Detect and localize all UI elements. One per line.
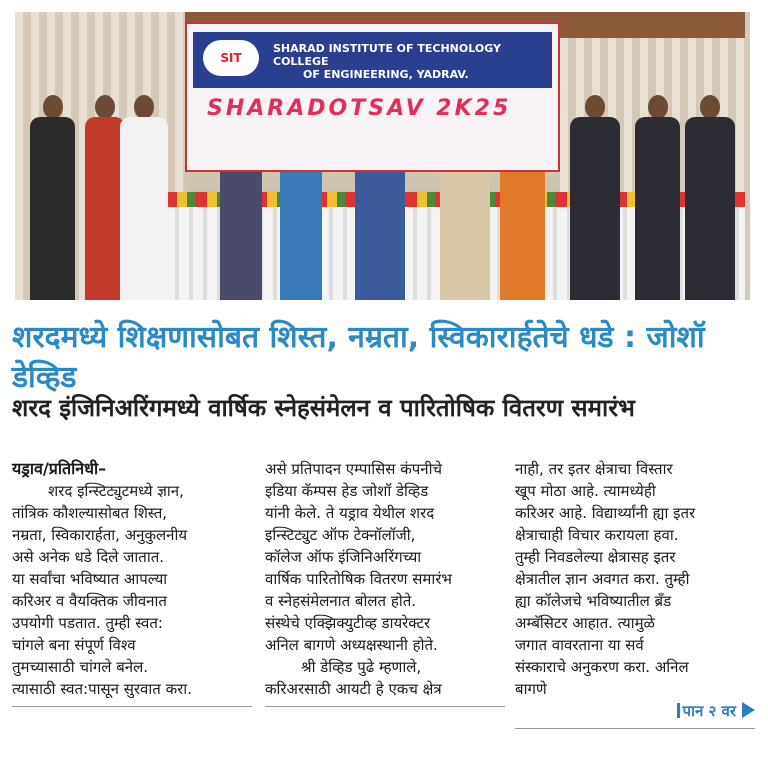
person: [570, 95, 620, 300]
article-line: असे प्रतिपादन एम्पासिस कंपनीचे: [265, 460, 442, 478]
banner-line: SHARAD INSTITUTE OF TECHNOLOGY COLLEGE: [273, 42, 501, 68]
banner-line: OF ENGINEERING, YADRAV.: [303, 68, 469, 81]
article-line: अम्बॅसिटर आहात. त्यामुळे: [515, 614, 655, 632]
article-line: तुमच्यासाठी चांगले बनेल.: [12, 658, 149, 676]
person: [635, 95, 680, 300]
person: [120, 95, 168, 300]
person-body: [120, 117, 168, 300]
person-body: [635, 117, 680, 300]
person: [30, 95, 75, 300]
article-line: श्री डेव्हिड पुढे म्हणाले,: [301, 658, 422, 676]
article-line: यांनी केले. ते यड्राव येथील शरद: [265, 504, 435, 522]
article-line: क्षेत्राचाही विचार करायला हवा.: [515, 526, 679, 544]
person-head: [585, 95, 605, 119]
arrow-right-icon: [742, 702, 755, 718]
subheadline: शरद इंजिनिअरिंगमध्ये वार्षिक स्नेहसंमेलन व पारितोषिक वितरण समारंभ: [12, 394, 635, 422]
article-line: नाही, तर इतर क्षेत्राचा विस्तार: [515, 460, 673, 478]
continued-line: [515, 700, 755, 722]
article-line: चांगले बना संपूर्ण विश्व: [12, 636, 136, 654]
person-body: [685, 117, 735, 300]
article-line: बागणे: [515, 680, 547, 698]
article-line: जगात वावरताना या सर्व: [515, 636, 644, 654]
continued-on-page-link[interactable]: [677, 702, 755, 720]
person-body: [85, 117, 125, 300]
person-head: [43, 95, 63, 119]
article-line: करिअर आहे. विद्यार्थ्यांनी ह्या इतर: [515, 504, 696, 522]
article-line: करिअर व वैयक्तिक जीवनात: [12, 592, 167, 610]
college-logo: SIT: [203, 40, 259, 76]
bar-marker: [677, 703, 680, 718]
article-line: व स्नेहसंमेलनात बोलत होते.: [265, 592, 417, 610]
person-body: [570, 117, 620, 300]
article-line: उपयोगी पडतात. तुम्ही स्वत:: [12, 614, 163, 632]
article-line: संस्थेचे एक्झिक्युटीव्ह डायरेक्टर: [265, 614, 431, 632]
person: [85, 95, 125, 300]
article-line: त्यासाठी स्वत:पासून सुरवात करा.: [12, 680, 192, 698]
article-line: करिअरसाठी आयटी हे एकच क्षेत्र: [265, 680, 442, 698]
person: [685, 95, 735, 300]
person-head: [95, 95, 115, 119]
article-column-1: [12, 458, 252, 707]
banner-title-band: [193, 32, 552, 88]
fest-name: SHARADOTSAV 2K25: [207, 96, 512, 121]
article-line: असे अनेक धडे दिले जातात.: [12, 548, 165, 566]
article-line: अनिल बागणे अध्यक्षस्थानी होते.: [265, 636, 438, 654]
article-column-3: [515, 458, 755, 729]
continued-label: पान २ वर: [682, 702, 736, 720]
person-head: [648, 95, 668, 119]
article-line: क्षेत्रातील ज्ञान अवगत करा. तुम्ही: [515, 570, 690, 588]
article-line: खूप मोठा आहे. त्यामध्येही: [515, 482, 656, 500]
article-column-2: [265, 458, 505, 707]
article-line: तुम्ही निवडलेल्या क्षेत्रासह इतर: [515, 548, 676, 566]
article-line: वार्षिक पारितोषिक वितरण समारंभ: [265, 570, 452, 588]
person-body: [30, 117, 75, 300]
article-line: तांत्रिक कौशल्यासोबत शिस्त,: [12, 504, 168, 522]
article-line: या सर्वांचा भविष्यात आपल्या: [12, 570, 168, 588]
article-line: कॉलेज ऑफ इंजिनिअरिंगच्या: [265, 548, 422, 566]
event-photo: [15, 12, 750, 300]
byline: यड्राव/प्रतिनिधी–: [12, 459, 107, 478]
person-head: [134, 95, 154, 119]
event-banner: [185, 22, 560, 172]
headline: शरदमध्ये शिक्षणासोबत शिस्त, नम्रता, स्विकारार्हतेचे धडे : जोशॉ डेव्हिड: [12, 320, 705, 395]
article-line: नम्रता, स्विकारार्हता, अनुकुलनीय: [12, 526, 188, 544]
article-line: शरद इन्स्टिट्युटमध्ये ज्ञान,: [48, 482, 184, 500]
person-head: [700, 95, 720, 119]
article-line: ह्या कॉलेजचे भविष्यातील ब्रँड: [515, 592, 672, 610]
article-line: संस्काराचे अनुकरण करा. अनिल: [515, 658, 689, 676]
article-line: इडिया कॅम्पस हेड जोशॉ डेव्हिड: [265, 482, 429, 500]
article-line: इन्स्टिट्युट ऑफ टेक्नॉलॉजी,: [265, 526, 416, 544]
